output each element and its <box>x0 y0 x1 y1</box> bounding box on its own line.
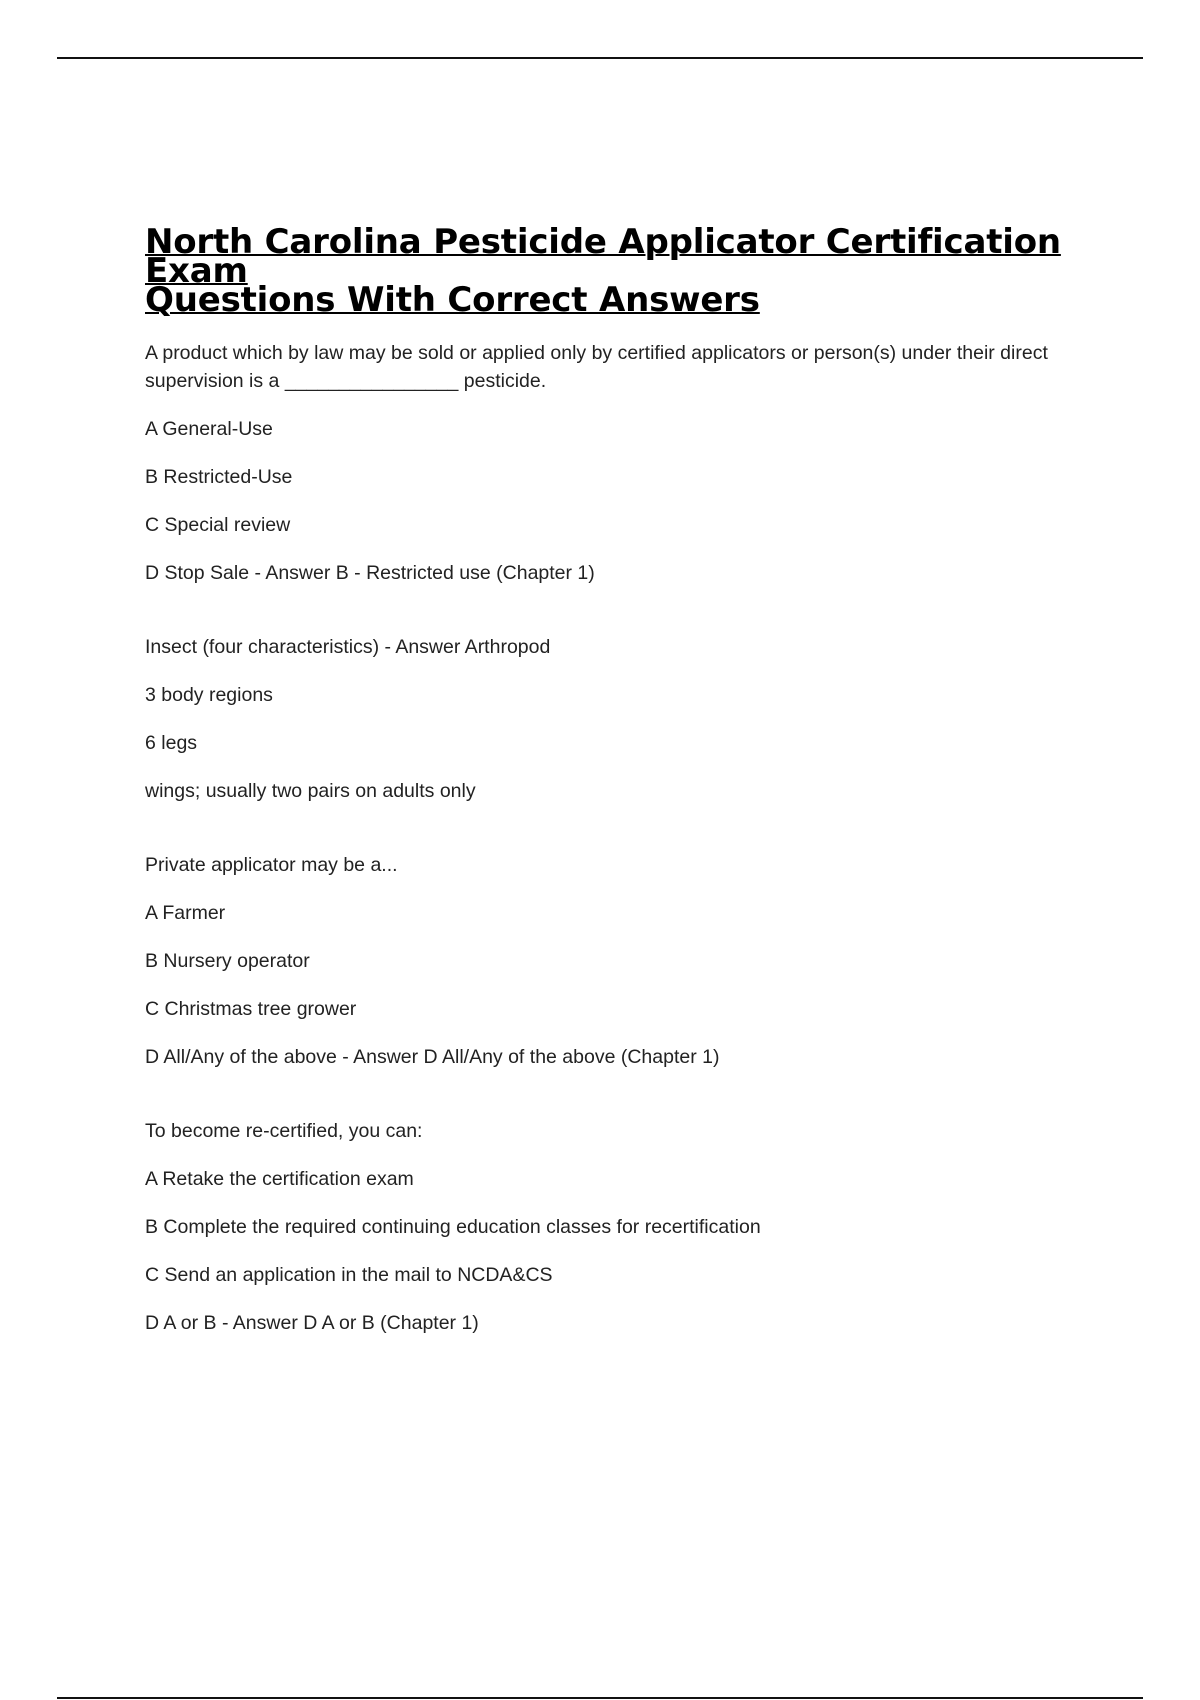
document-body <box>145 222 1065 1357</box>
answer-line: 3 body regions <box>145 684 273 706</box>
question-block-3 <box>145 851 1065 1071</box>
answer-option: A General-Use <box>145 418 273 440</box>
answer-option: D Stop Sale - Answer B - Restricted use (Chapter 1) <box>145 562 595 584</box>
answer-option: C Christmas tree grower <box>145 998 357 1020</box>
question-text: Private applicator may be a... <box>145 854 398 876</box>
answer-option: A Farmer <box>145 902 226 924</box>
document-title <box>145 222 1065 320</box>
answer-option: B Restricted-Use <box>145 466 293 488</box>
answer-option: D All/Any of the above - Answer D All/Any of the above (Chapter 1) <box>145 1046 720 1068</box>
title-line-1: North Carolina Pesticide Applicator Certification Exam <box>145 222 1061 291</box>
answer-line: wings; usually two pairs on adults only <box>145 780 476 802</box>
answer-option: C Special review <box>145 514 291 536</box>
question-block-1 <box>145 339 1065 587</box>
question-text: To become re-certified, you can: <box>145 1120 423 1142</box>
question-block-4 <box>145 1117 1065 1337</box>
top-rule <box>57 57 1143 59</box>
title-line-2: Questions With Correct Answers <box>145 280 760 320</box>
answer-option: A Retake the certification exam <box>145 1168 414 1190</box>
answer-option: B Complete the required continuing education classes for recertification <box>145 1216 761 1238</box>
question-text: Insect (four characteristics) - Answer Arthropod <box>145 636 551 658</box>
answer-option: C Send an application in the mail to NCDA&CS <box>145 1264 553 1286</box>
bottom-rule <box>57 1697 1143 1699</box>
question-block-2 <box>145 633 1065 805</box>
question-text: A product which by law may be sold or applied only by certified applicators or person(s) under their direct supervision is a ________________ pesticide. <box>145 342 1048 392</box>
answer-option: B Nursery operator <box>145 950 310 972</box>
answer-line: 6 legs <box>145 732 198 754</box>
answer-option: D A or B - Answer D A or B (Chapter 1) <box>145 1312 479 1334</box>
